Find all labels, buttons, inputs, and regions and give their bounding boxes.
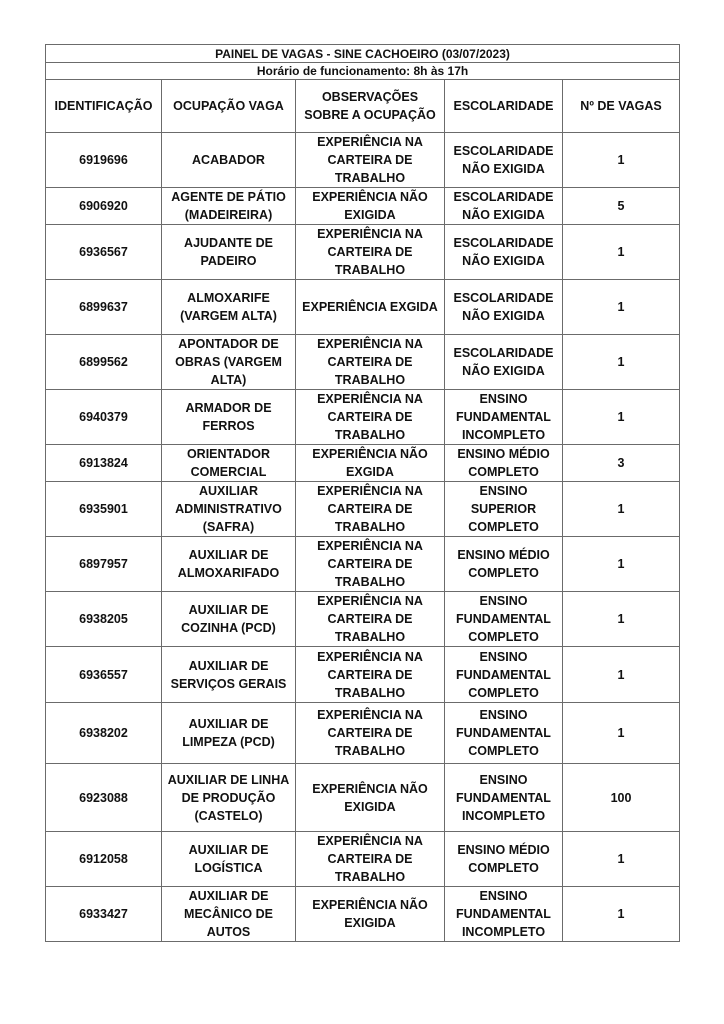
- cell-schooling: ENSINO MÉDIO COMPLETO: [445, 832, 563, 887]
- cell-observation: EXPERIÊNCIA NA CARTEIRA DE TRABALHO: [296, 703, 445, 764]
- table-row: [46, 887, 680, 942]
- cell-schooling: ENSINO FUNDAMENTAL INCOMPLETO: [445, 764, 563, 832]
- cell-id: 6936557: [46, 647, 162, 703]
- cell-schooling: ENSINO FUNDAMENTAL COMPLETO: [445, 647, 563, 703]
- cell-vacancies: 1: [563, 133, 680, 188]
- cell-occupation: AUXILIAR DE SERVIÇOS GERAIS: [162, 647, 296, 703]
- cell-observation: EXPERIÊNCIA NA CARTEIRA DE TRABALHO: [296, 832, 445, 887]
- cell-occupation: ARMADOR DE FERROS: [162, 390, 296, 445]
- cell-observation: EXPERIÊNCIA NÃO EXGIDA: [296, 445, 445, 482]
- cell-schooling: ENSINO FUNDAMENTAL INCOMPLETO: [445, 390, 563, 445]
- column-header-row: [46, 80, 680, 133]
- cell-vacancies: 1: [563, 280, 680, 335]
- cell-vacancies: 1: [563, 832, 680, 887]
- cell-occupation: AUXILIAR ADMINISTRATIVO (SAFRA): [162, 482, 296, 537]
- cell-schooling: ENSINO MÉDIO COMPLETO: [445, 537, 563, 592]
- cell-observation: EXPERIÊNCIA NA CARTEIRA DE TRABALHO: [296, 133, 445, 188]
- cell-id: 6938202: [46, 703, 162, 764]
- hours-row: [46, 63, 680, 80]
- cell-observation: EXPERIÊNCIA NA CARTEIRA DE TRABALHO: [296, 537, 445, 592]
- cell-schooling: ESCOLARIDADE NÃO EXIGIDA: [445, 133, 563, 188]
- table-row: [46, 280, 680, 335]
- cell-occupation: AUXILIAR DE COZINHA (PCD): [162, 592, 296, 647]
- cell-occupation: AUXILIAR DE LINHA DE PRODUÇÃO (CASTELO): [162, 764, 296, 832]
- column-header-schooling: ESCOLARIDADE: [445, 80, 563, 133]
- cell-id: 6897957: [46, 537, 162, 592]
- cell-id: 6940379: [46, 390, 162, 445]
- cell-id: 6923088: [46, 764, 162, 832]
- column-header-vacancies: Nº DE VAGAS: [563, 80, 680, 133]
- cell-schooling: ENSINO MÉDIO COMPLETO: [445, 445, 563, 482]
- cell-observation: EXPERIÊNCIA EXGIDA: [296, 280, 445, 335]
- panel-title: PAINEL DE VAGAS - SINE CACHOEIRO (03/07/2023): [46, 45, 680, 63]
- cell-occupation: AGENTE DE PÁTIO (MADEIREIRA): [162, 188, 296, 225]
- cell-observation: EXPERIÊNCIA NA CARTEIRA DE TRABALHO: [296, 482, 445, 537]
- cell-occupation: AUXILIAR DE ALMOXARIFADO: [162, 537, 296, 592]
- table-row: [46, 390, 680, 445]
- cell-id: 6906920: [46, 188, 162, 225]
- table-row: [46, 445, 680, 482]
- cell-id: 6936567: [46, 225, 162, 280]
- cell-occupation: AJUDANTE DE PADEIRO: [162, 225, 296, 280]
- cell-occupation: AUXILIAR DE MECÂNICO DE AUTOS: [162, 887, 296, 942]
- cell-observation: EXPERIÊNCIA NA CARTEIRA DE TRABALHO: [296, 390, 445, 445]
- cell-occupation: AUXILIAR DE LOGÍSTICA: [162, 832, 296, 887]
- cell-schooling: ESCOLARIDADE NÃO EXIGIDA: [445, 188, 563, 225]
- table-row: [46, 188, 680, 225]
- cell-schooling: ENSINO SUPERIOR COMPLETO: [445, 482, 563, 537]
- cell-vacancies: 1: [563, 390, 680, 445]
- table-row: [46, 703, 680, 764]
- column-header-id: IDENTIFICAÇÃO: [46, 80, 162, 133]
- table-row: [46, 832, 680, 887]
- cell-id: 6938205: [46, 592, 162, 647]
- title-row: [46, 45, 680, 63]
- table-row: [46, 133, 680, 188]
- cell-vacancies: 1: [563, 335, 680, 390]
- cell-vacancies: 1: [563, 537, 680, 592]
- cell-observation: EXPERIÊNCIA NA CARTEIRA DE TRABALHO: [296, 592, 445, 647]
- table-row: [46, 592, 680, 647]
- cell-observation: EXPERIÊNCIA NA CARTEIRA DE TRABALHO: [296, 647, 445, 703]
- cell-id: 6913824: [46, 445, 162, 482]
- cell-observation: EXPERIÊNCIA NA CARTEIRA DE TRABALHO: [296, 335, 445, 390]
- cell-occupation: ORIENTADOR COMERCIAL: [162, 445, 296, 482]
- cell-observation: EXPERIÊNCIA NA CARTEIRA DE TRABALHO: [296, 225, 445, 280]
- job-vacancies-table: [45, 44, 680, 942]
- column-header-occupation: OCUPAÇÃO VAGA: [162, 80, 296, 133]
- column-header-observation: OBSERVAÇÕES SOBRE A OCUPAÇÃO: [296, 80, 445, 133]
- opening-hours: Horário de funcionamento: 8h às 17h: [46, 63, 680, 80]
- cell-occupation: ACABADOR: [162, 133, 296, 188]
- cell-observation: EXPERIÊNCIA NÃO EXIGIDA: [296, 887, 445, 942]
- table-row: [46, 537, 680, 592]
- cell-occupation: APONTADOR DE OBRAS (VARGEM ALTA): [162, 335, 296, 390]
- cell-id: 6899562: [46, 335, 162, 390]
- table-row: [46, 764, 680, 832]
- cell-vacancies: 5: [563, 188, 680, 225]
- cell-occupation: ALMOXARIFE (VARGEM ALTA): [162, 280, 296, 335]
- cell-schooling: ENSINO FUNDAMENTAL INCOMPLETO: [445, 887, 563, 942]
- cell-observation: EXPERIÊNCIA NÃO EXIGIDA: [296, 188, 445, 225]
- table-row: [46, 225, 680, 280]
- cell-id: 6899637: [46, 280, 162, 335]
- cell-schooling: ESCOLARIDADE NÃO EXIGIDA: [445, 280, 563, 335]
- cell-observation: EXPERIÊNCIA NÃO EXIGIDA: [296, 764, 445, 832]
- table-row: [46, 647, 680, 703]
- cell-id: 6933427: [46, 887, 162, 942]
- cell-occupation: AUXILIAR DE LIMPEZA (PCD): [162, 703, 296, 764]
- cell-vacancies: 1: [563, 647, 680, 703]
- cell-vacancies: 1: [563, 887, 680, 942]
- cell-vacancies: 1: [563, 592, 680, 647]
- cell-vacancies: 3: [563, 445, 680, 482]
- cell-vacancies: 1: [563, 703, 680, 764]
- table-row: [46, 482, 680, 537]
- table-row: [46, 335, 680, 390]
- cell-schooling: ESCOLARIDADE NÃO EXIGIDA: [445, 225, 563, 280]
- cell-schooling: ENSINO FUNDAMENTAL COMPLETO: [445, 703, 563, 764]
- cell-id: 6912058: [46, 832, 162, 887]
- cell-vacancies: 100: [563, 764, 680, 832]
- cell-schooling: ENSINO FUNDAMENTAL COMPLETO: [445, 592, 563, 647]
- cell-schooling: ESCOLARIDADE NÃO EXIGIDA: [445, 335, 563, 390]
- cell-vacancies: 1: [563, 482, 680, 537]
- cell-id: 6935901: [46, 482, 162, 537]
- cell-vacancies: 1: [563, 225, 680, 280]
- cell-id: 6919696: [46, 133, 162, 188]
